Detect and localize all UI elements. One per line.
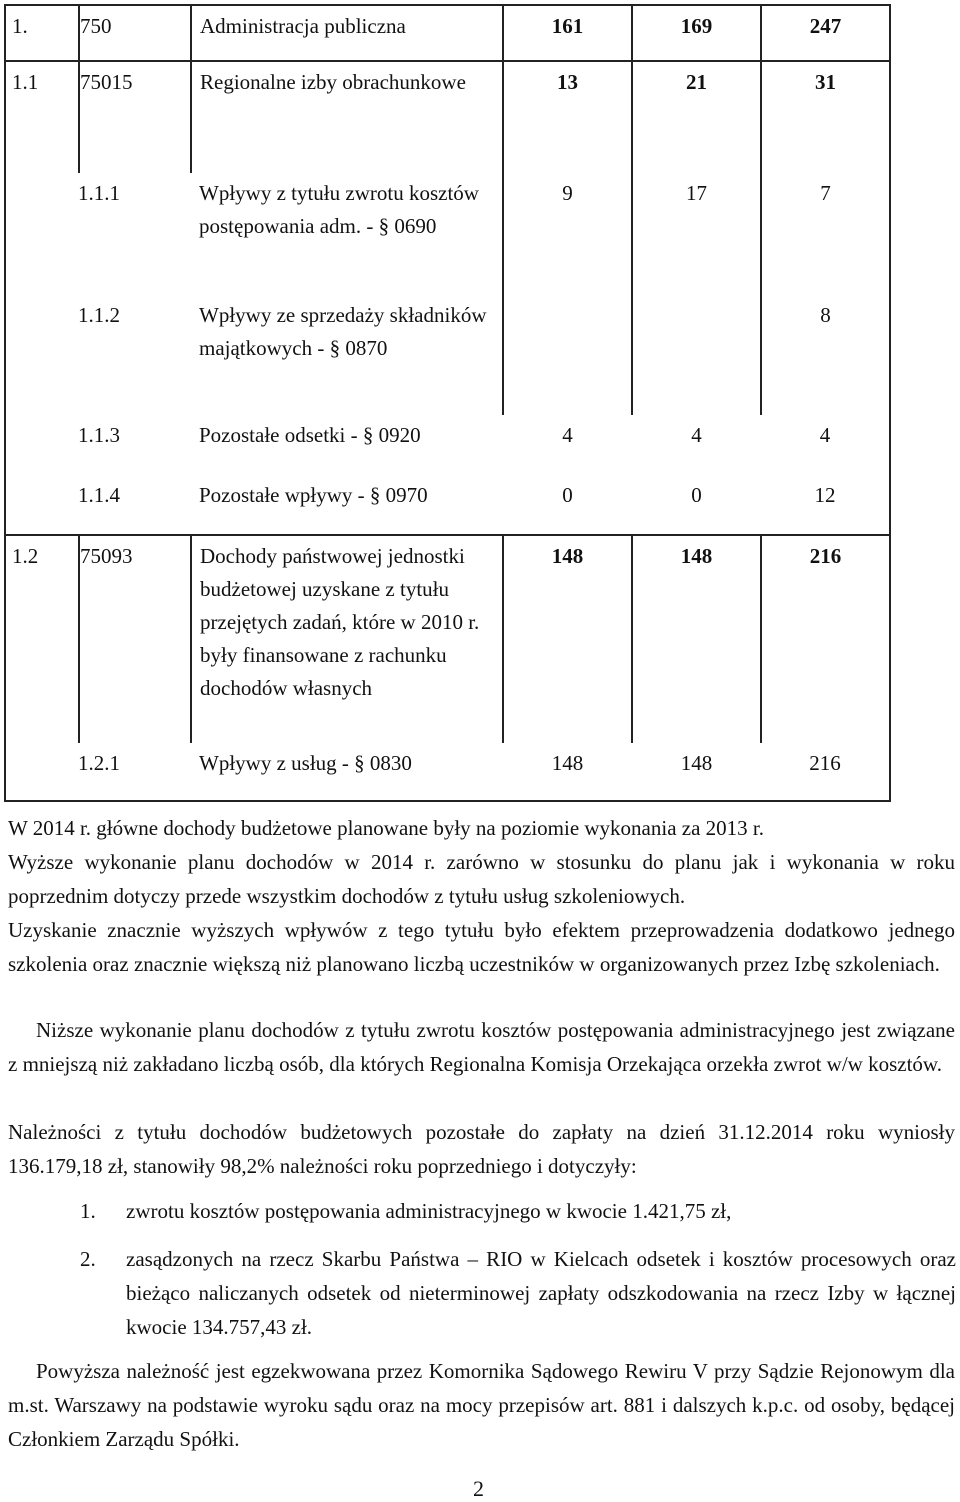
revenue-table (4, 4, 891, 802)
row-name (191, 5, 503, 61)
row-value-3 (761, 743, 890, 801)
row-number (5, 173, 120, 295)
row-number (5, 295, 120, 415)
table-row (5, 295, 890, 415)
row-value-3-text: 12 (814, 483, 836, 507)
row-value-1-text: 13 (557, 70, 578, 94)
row-value-1 (503, 295, 632, 415)
row-number-text: 1.1 (12, 70, 39, 94)
row-value-2 (632, 535, 761, 743)
paragraph-5: Należności z tytułu dochodów budżetowych pozostałe do zapłaty na dzień 31.12.2014 roku wyniosły 136.179,18 zł, stanowiły 98,2% należności roku poprzedniego i dotyczyły: (8, 1120, 955, 1178)
row-value-2 (632, 743, 761, 801)
row-value-3-text: 8 (820, 303, 831, 327)
row-value-2 (632, 295, 761, 415)
paragraph-2: Wyższe wykonanie planu dochodów w 2014 r. zarówno w stosunku do planu jak i wykonania w roku poprzednim dotyczy przede wszystkim dochodów z tytułu usług szkoleniowych. (8, 850, 955, 908)
row-value-1 (503, 475, 632, 535)
row-value-2 (632, 61, 761, 173)
row-value-2 (632, 415, 761, 475)
row-value-1-text: 148 (551, 751, 584, 775)
row-name-text: Wpływy ze sprzedaży składników majątkowych - § 0870 (199, 303, 487, 360)
row-name-text: Pozostałe wpływy - § 0970 (199, 483, 428, 507)
row-name (191, 415, 503, 475)
row-value-2-text: 4 (691, 423, 702, 447)
row-value-2-text: 0 (691, 483, 702, 507)
row-value-1 (503, 743, 632, 801)
row-value-1-text: 9 (562, 181, 573, 205)
row-value-3 (761, 295, 890, 415)
row-value-2-text: 169 (680, 14, 713, 38)
row-number-text: 1.2 (12, 544, 39, 568)
row-value-2-text: 21 (686, 70, 707, 94)
row-code (79, 5, 191, 61)
row-value-3-text: 31 (815, 70, 836, 94)
row-value-1-text: 161 (551, 14, 584, 38)
row-value-2 (632, 5, 761, 61)
row-value-3-text: 216 (809, 544, 842, 568)
row-name-text: Wpływy z tytułu zwrotu kosztów postępowania adm. - § 0690 (199, 181, 479, 238)
row-name (191, 743, 503, 801)
row-value-2-text: 148 (680, 751, 713, 775)
row-value-3 (761, 5, 890, 61)
row-number (5, 535, 79, 743)
row-value-3-text: 4 (819, 423, 831, 447)
row-code-text: 1.1.1 (78, 181, 120, 205)
paragraph-4: Niższe wykonanie planu dochodów z tytułu zwrotu kosztów postępowania administracyjnego jest związane z mniejszą niż zakładano liczbą osób, dla których Regionalna Komisja Orzekająca orzekła zwrot w/w kosztów. (8, 1018, 955, 1076)
row-value-2-text: 148 (680, 544, 713, 568)
row-name (191, 295, 503, 415)
row-value-2-text: 17 (686, 181, 707, 205)
row-value-3 (761, 475, 890, 535)
row-name-text: Administracja publiczna (200, 14, 406, 38)
table-row (5, 5, 890, 61)
row-name-text: Pozostałe odsetki - § 0920 (199, 423, 421, 447)
page-number: 2 (473, 1476, 484, 1501)
row-value-3 (761, 173, 890, 295)
table-row (5, 743, 890, 801)
row-name-text: Regionalne izby obrachunkowe (200, 70, 466, 94)
table-row (5, 61, 890, 173)
row-value-2 (632, 475, 761, 535)
row-code-text: 75015 (80, 70, 133, 94)
row-value-1 (503, 535, 632, 743)
receivables-list (80, 1194, 956, 1344)
row-value-1 (503, 415, 632, 475)
row-name-text: Wpływy z usług - § 0830 (199, 751, 412, 775)
row-name (191, 535, 503, 743)
row-value-3 (761, 415, 890, 475)
row-code-text: 1.1.2 (78, 303, 120, 327)
row-value-1 (503, 173, 632, 295)
row-value-3 (761, 535, 890, 743)
row-name (191, 61, 503, 173)
row-value-1-text: 0 (562, 483, 573, 507)
row-code (79, 535, 191, 743)
row-name (191, 173, 503, 295)
row-code-text: 75093 (80, 544, 133, 568)
row-value-3 (761, 61, 890, 173)
list-item (80, 1242, 956, 1344)
row-value-3-text: 7 (820, 181, 831, 205)
list-item-number: 2. (80, 1247, 96, 1271)
row-value-3-text: 216 (809, 751, 841, 775)
row-value-2 (632, 173, 761, 295)
row-number (5, 743, 120, 801)
row-name (191, 475, 503, 535)
row-value-1-text: 148 (551, 544, 584, 568)
row-name-text: Dochody państwowej jednostki budżetowej uzyskane z tytułu przejętych zadań, które w 2010 r. były finansowane z rachunku dochodów własnych (200, 544, 480, 700)
row-value-1 (503, 5, 632, 61)
table-row (5, 415, 890, 475)
table-row (5, 475, 890, 535)
paragraph-1: W 2014 r. główne dochody budżetowe planowane były na poziomie wykonania za 2013 r. (8, 816, 765, 840)
row-value-1-text: 4 (562, 423, 573, 447)
row-number (5, 475, 120, 535)
paragraph-6: Powyższa należność jest egzekwowana przez Komornika Sądowego Rewiru V przy Sądzie Rejonowym dla m.st. Warszawy na podstawie wyroku sądu oraz na mocy przepisów art. 881 i dalszych k.p.c. od osoby, będącej Członkiem Zarządu Spółki. (8, 1359, 955, 1451)
row-code-text: 750 (80, 14, 112, 38)
row-value-1 (503, 61, 632, 173)
paragraph-3: Uzyskanie znacznie wyższych wpływów z tego tytułu było efektem przeprowadzenia dodatkowo jednego szkolenia oraz znacznie większą niż planowano liczbą uczestników w organizowanych przez Izbę szkoleniach. (8, 918, 955, 976)
row-number (5, 5, 79, 61)
row-code-text: 1.1.4 (78, 483, 120, 507)
table-row (5, 535, 890, 743)
list-item-text: zasądzonych na rzecz Skarbu Państwa – RIO w Kielcach odsetek i kosztów procesowych oraz bieżąco naliczanych odsetek od nieterminowej zapłaty odszkodowania na rzecz Izby w łącznej kwocie 134.757,43 zł. (126, 1247, 956, 1339)
row-number-text: 1. (12, 14, 28, 38)
list-item-number: 1. (80, 1199, 96, 1223)
table-row (5, 173, 890, 295)
list-item-text: zwrotu kosztów postępowania administracyjnego w kwocie 1.421,75 zł, (126, 1199, 732, 1223)
row-number (5, 61, 79, 173)
row-value-3-text: 247 (809, 14, 842, 38)
row-code-text: 1.1.3 (78, 423, 120, 447)
row-code-text: 1.2.1 (78, 751, 120, 775)
row-code (79, 61, 191, 173)
row-number (5, 415, 120, 475)
list-item (80, 1194, 956, 1228)
